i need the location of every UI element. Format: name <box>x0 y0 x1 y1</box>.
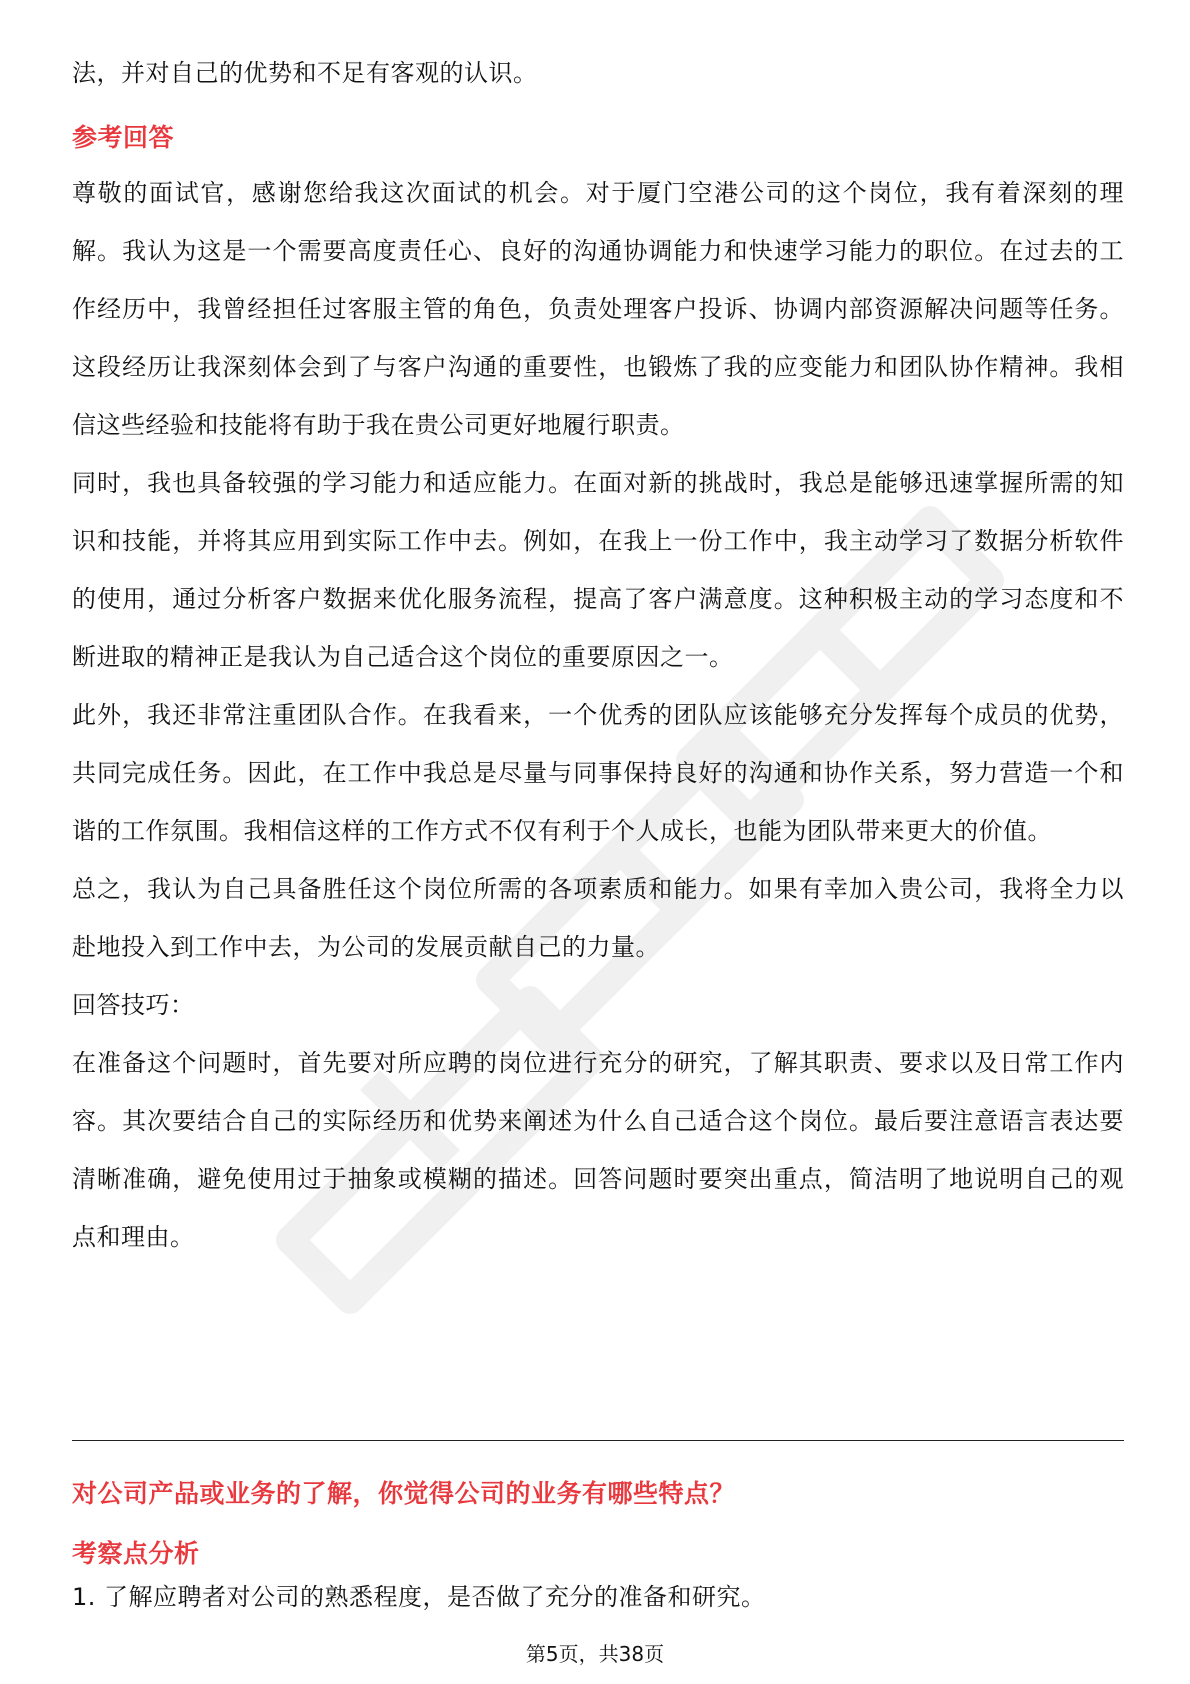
continuation-text: 法，并对自己的优势和不足有客观的认识。 <box>72 59 538 87</box>
answer-paragraph: 尊敬的面试官，感谢您给我这次面试的机会。对于厦门空港公司的这个岗位，我有着深刻的理解。我认为这是一个需要高度责任心、良好的沟通协调能力和快速学习能力的职位。在过去的工作经历中，我曾经担任过客服主管的角色，负责处理客户投诉、协调内部资源解决问题等任务。这段经历让我深刻体会到了与客户沟通的重要性，也锻炼了我的应变能力和团队协作精神。我相信这些经验和技能将有助于我在贵公司更好地履行职责。 <box>72 179 1124 439</box>
question-heading: 对公司产品或业务的了解，你觉得公司的业务有哪些特点？ <box>72 1479 736 1508</box>
answer-paragraph: 此外，我还非常注重团队合作。在我看来，一个优秀的团队应该能够充分发挥每个成员的优势，共同完成任务。因此，在工作中我总是尽量与同事保持良好的沟通和协作关系，努力营造一个和谐的工作氛围。我相信这样的工作方式不仅有利于个人成长，也能为团队带来更大的价值。 <box>72 701 1124 845</box>
answer-tips-paragraph: 在准备这个问题时，首先要对所应聘的岗位进行充分的研究，了解其职责、要求以及日常工作内容。其次要结合自己的实际经历和优势来阐述为什么自己适合这个岗位。最后要注意语言表达要清晰准确，避免使用过于抽象或模糊的描述。回答问题时要突出重点，简洁明了地说明自己的观点和理由。 <box>72 1049 1124 1251</box>
answer-body <box>72 164 1124 1266</box>
section-divider <box>72 1440 1124 1441</box>
answer-paragraph: 同时，我也具备较强的学习能力和适应能力。在面对新的挑战时，我总是能够迅速掌握所需的知识和技能，并将其应用到实际工作中去。例如，在我上一份工作中，我主动学习了数据分析软件的使用，通过分析客户数据来优化服务流程，提高了客户满意度。这种积极主动的学习态度和不断进取的精神正是我认为自己适合这个岗位的重要原因之一。 <box>72 469 1124 671</box>
reference-answer-heading: 参考回答 <box>72 123 175 152</box>
analysis-item: 1. 了解应聘者对公司的熟悉程度，是否做了充分的准备和研究。 <box>72 1583 766 1611</box>
answer-paragraph: 总之，我认为自己具备胜任这个岗位所需的各项素质和能力。如果有幸加入贵公司，我将全力以赴地投入到工作中去，为公司的发展贡献自己的力量。 <box>72 875 1124 961</box>
answer-tips-label: 回答技巧： <box>72 991 195 1019</box>
page-footer: 第5页，共38页 <box>525 1642 665 1666</box>
analysis-heading: 考察点分析 <box>72 1539 200 1568</box>
